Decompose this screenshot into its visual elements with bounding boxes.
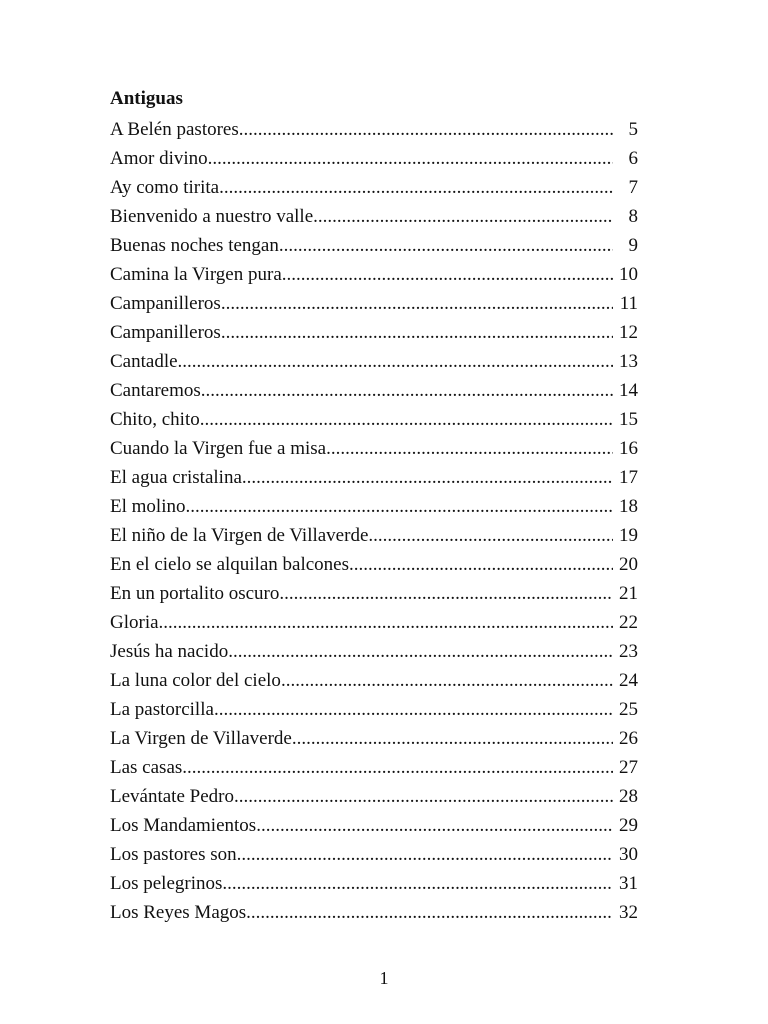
toc-entry: [110, 405, 638, 434]
toc-dot-leader: [182, 753, 613, 782]
toc-entry-page: 11: [619, 293, 638, 314]
toc-entry-title: Los Mandamientos: [110, 815, 257, 836]
toc-entry-page: 27: [619, 757, 638, 778]
toc-entry-title: Camina la Virgen pura: [110, 264, 282, 285]
toc-entry: [110, 492, 638, 521]
toc-dot-leader: [228, 637, 613, 666]
toc-entry-page: 23: [619, 641, 638, 662]
toc-dot-leader: [201, 376, 613, 405]
toc-dot-leader: [281, 666, 613, 695]
toc-dot-leader: [237, 840, 613, 869]
toc-entry-title: Campanilleros: [110, 322, 221, 343]
toc-entry-page: 15: [619, 409, 638, 430]
toc-entry-page: 12: [619, 322, 638, 343]
toc-entry-title: El molino: [110, 496, 186, 517]
toc-entry-page: 19: [619, 525, 638, 546]
toc-entry: [110, 782, 638, 811]
toc-entry-page: 20: [619, 554, 638, 575]
toc-dot-leader: [282, 260, 613, 289]
toc-entry-page: 8: [628, 206, 638, 227]
toc-entry-page: 6: [628, 148, 638, 169]
toc-entry: [110, 202, 638, 231]
toc-entry: [110, 898, 638, 927]
toc-entry-page: 7: [628, 177, 638, 198]
toc-entry-page: 13: [619, 351, 638, 372]
toc-entry-page: 10: [619, 264, 638, 285]
toc-entry: [110, 579, 638, 608]
toc-entry: [110, 695, 638, 724]
toc-entry-title: A Belén pastores: [110, 119, 239, 140]
toc-entry-title: Amor divino: [110, 148, 208, 169]
toc-entry-title: Las casas: [110, 757, 183, 778]
toc-entry-page: 30: [619, 844, 638, 865]
toc-entry-title: Los Reyes Magos: [110, 902, 247, 923]
toc-entry-title: Levántate Pedro: [110, 786, 234, 807]
toc-entry-title: La pastorcilla: [110, 699, 214, 720]
toc-entry-page: 16: [619, 438, 638, 459]
toc-entry: [110, 811, 638, 840]
toc-entry: [110, 289, 638, 318]
toc-dot-leader: [313, 202, 613, 231]
toc-entry-title: Los pelegrinos: [110, 873, 223, 894]
toc-entry: [110, 608, 638, 637]
toc-entry-page: 9: [628, 235, 638, 256]
toc-entry-title: La Virgen de Villaverde: [110, 728, 292, 749]
toc-dot-leader: [200, 405, 613, 434]
toc-entry-title: En un portalito oscuro: [110, 583, 280, 604]
toc-dot-leader: [368, 521, 613, 550]
toc-entry: [110, 840, 638, 869]
toc-entry-title: Gloria: [110, 612, 159, 633]
toc-entry: [110, 869, 638, 898]
toc-entry-title: Cantaremos: [110, 380, 201, 401]
toc-entry-page: 26: [619, 728, 638, 749]
toc-entry: [110, 318, 638, 347]
toc-entry-title: Bienvenido a nuestro valle: [110, 206, 314, 227]
toc-dot-leader: [246, 898, 613, 927]
toc-entry-page: 25: [619, 699, 638, 720]
toc-entry-title: Ay como tirita: [110, 177, 220, 198]
toc-entry-title: El niño de la Virgen de Villaverde: [110, 525, 369, 546]
toc-entry: [110, 115, 638, 144]
toc-entry: [110, 521, 638, 550]
toc-dot-leader: [219, 173, 613, 202]
page-number: 1: [379, 968, 389, 988]
toc-entry-title: Campanilleros: [110, 293, 221, 314]
toc-dot-leader: [214, 695, 613, 724]
toc-entry: [110, 376, 638, 405]
toc-entry: [110, 347, 638, 376]
toc-dot-leader: [292, 724, 613, 753]
toc-dot-leader: [221, 318, 613, 347]
toc-entry-title: Cuando la Virgen fue a misa: [110, 438, 327, 459]
toc-entry: [110, 260, 638, 289]
section-title: Antiguas: [110, 88, 183, 109]
table-of-contents: [110, 115, 638, 927]
toc-entry-page: 21: [619, 583, 638, 604]
toc-entry: [110, 463, 638, 492]
toc-entry-page: 32: [619, 902, 638, 923]
toc-dot-leader: [159, 608, 613, 637]
toc-dot-leader: [221, 289, 613, 318]
toc-entry-page: 29: [619, 815, 638, 836]
toc-entry: [110, 753, 638, 782]
toc-entry-title: La luna color del cielo: [110, 670, 281, 691]
toc-entry: [110, 144, 638, 173]
toc-entry-page: 14: [619, 380, 638, 401]
toc-entry-title: Cantadle: [110, 351, 178, 372]
toc-entry-title: Los pastores son: [110, 844, 237, 865]
toc-dot-leader: [208, 144, 613, 173]
toc-dot-leader: [279, 579, 613, 608]
toc-dot-leader: [178, 347, 613, 376]
toc-entry-page: 5: [628, 119, 638, 140]
toc-dot-leader: [239, 115, 613, 144]
toc-entry: [110, 550, 638, 579]
toc-entry: [110, 231, 638, 260]
toc-entry-page: 18: [619, 496, 638, 517]
toc-dot-leader: [279, 231, 613, 260]
toc-dot-leader: [234, 782, 613, 811]
toc-dot-leader: [256, 811, 613, 840]
toc-entry-title: El agua cristalina: [110, 467, 242, 488]
toc-entry-title: Jesús ha nacido: [110, 641, 229, 662]
toc-entry-page: 17: [619, 467, 638, 488]
toc-dot-leader: [242, 463, 613, 492]
toc-entry-page: 31: [619, 873, 638, 894]
toc-entry: [110, 173, 638, 202]
toc-entry: [110, 434, 638, 463]
toc-dot-leader: [326, 434, 613, 463]
toc-entry: [110, 666, 638, 695]
toc-dot-leader: [222, 869, 613, 898]
toc-entry-page: 22: [619, 612, 638, 633]
toc-entry-page: 24: [619, 670, 638, 691]
toc-dot-leader: [349, 550, 613, 579]
toc-entry-title: En el cielo se alquilan balcones: [110, 554, 349, 575]
toc-entry-title: Buenas noches tengan: [110, 235, 279, 256]
toc-entry: [110, 637, 638, 666]
toc-entry-title: Chito, chito: [110, 409, 200, 430]
toc-entry: [110, 724, 638, 753]
toc-entry-page: 28: [619, 786, 638, 807]
toc-dot-leader: [185, 492, 613, 521]
